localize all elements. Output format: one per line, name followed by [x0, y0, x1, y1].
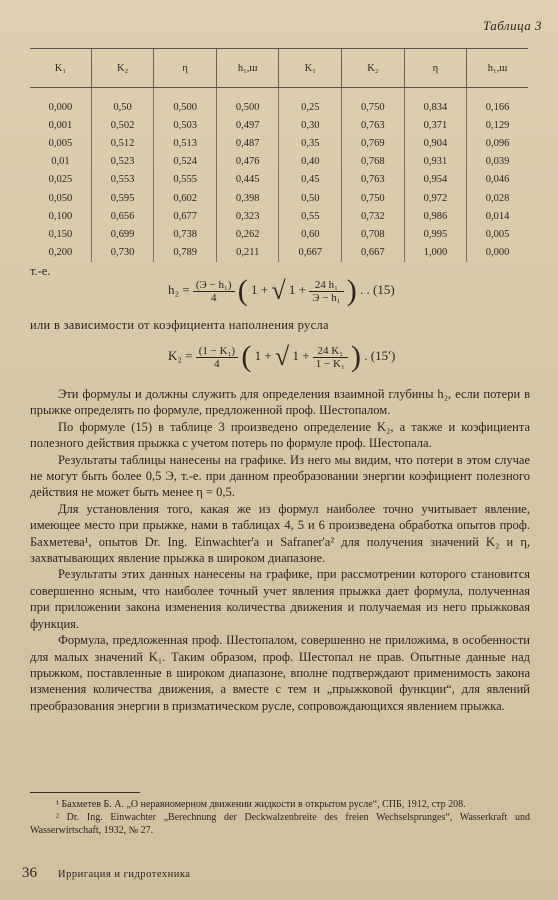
- table-cell: 0,708: [342, 225, 405, 243]
- table-cell: 0,000: [48, 101, 73, 113]
- fraction-denominator: 4: [210, 291, 217, 304]
- formula-lhs: h₂ =: [168, 281, 190, 297]
- paragraph: Результаты таблицы нанесены на графике. Из него мы видим, что потери в этом случае не могут быть более 0,5 Э, т.-е. при данном преобразовании энергии коэфициент полезного действия не может быть менее η = 0,5.: [30, 452, 530, 500]
- formula-term: 1 +: [254, 347, 272, 363]
- table-cell: 0,398: [216, 189, 279, 207]
- table-cell: 0,768: [342, 153, 405, 171]
- table-cell: 0,60: [279, 225, 342, 243]
- col-header: K₁: [30, 49, 91, 88]
- table-header-row: [30, 49, 528, 88]
- table-cell: 0,738: [154, 225, 217, 243]
- table-cell: 0,503: [154, 116, 217, 134]
- table-cell: 0,972: [404, 189, 467, 207]
- table-cell: 0,35: [279, 134, 342, 152]
- table-cell: 1,000: [404, 244, 467, 262]
- paragraph: Эти формулы и должны служить для определения взаимной глубины h₂, если потери в прыжке определять по формуле, предложенной проф. Шестопалом.: [30, 387, 530, 418]
- table-cell: 0,005: [467, 225, 528, 243]
- table-cell: 0,602: [154, 189, 217, 207]
- table-cell: 0,55: [279, 207, 342, 225]
- table-cell: 0,732: [342, 207, 405, 225]
- table-cell: 0,000: [467, 244, 528, 262]
- footnote: ¹ Бахметев Б. А. „О неравномерном движении жидкости в открытом русле“, СПБ, 1912, стр 208.: [56, 799, 466, 810]
- table-caption: Таблица 3: [482, 18, 542, 33]
- equation-number: . (15′): [364, 347, 396, 363]
- table-cell: 0,512: [91, 134, 154, 152]
- running-head: Ирригация и гидротехника: [58, 869, 191, 880]
- sqrt-icon: √: [274, 342, 290, 371]
- table-cell: 0,834: [404, 88, 467, 117]
- te-label: т.-е.: [30, 264, 51, 278]
- fraction-denominator: 4: [214, 357, 220, 370]
- paragraph: По формуле (15) в таблице 3 произведено определение K₂, а также и коэфициента полезного действия прыжка с учетом потерь по формуле проф. Шестопала.: [30, 419, 530, 451]
- table-cell: 0,500: [216, 88, 279, 117]
- table-cell: 0,524: [154, 153, 217, 171]
- footnote-divider: [30, 792, 140, 793]
- table-cell: 0,30: [279, 116, 342, 134]
- table-cell: 0,595: [91, 189, 154, 207]
- page-number: 36: [22, 865, 37, 881]
- table-cell: 0,323: [216, 207, 279, 225]
- table-cell: 0,954: [404, 171, 467, 189]
- table-cell: 0,45: [279, 171, 342, 189]
- table-cell: 0,656: [91, 207, 154, 225]
- table-cell: 0,931: [404, 153, 467, 171]
- table-row: [30, 244, 528, 262]
- table-cell: 0,995: [404, 225, 467, 243]
- sqrt-icon: √: [271, 276, 286, 305]
- col-header: K₂: [91, 49, 154, 88]
- table-row: [30, 225, 528, 243]
- table-cell: 0,699: [91, 225, 154, 243]
- col-header: h₁,ш: [467, 49, 528, 88]
- table-cell: 0,50: [91, 88, 154, 117]
- table-cell: 0,986: [404, 207, 467, 225]
- footnotes: [30, 798, 530, 837]
- table-cell: 0,763: [342, 171, 405, 189]
- table-cell: 0,667: [342, 244, 405, 262]
- table-cell: 0,40: [279, 153, 342, 171]
- table-cell: 0,750: [342, 88, 405, 117]
- table-cell: 0,555: [154, 171, 217, 189]
- table-cell: 0,01: [51, 156, 70, 168]
- formula-fraction: [196, 345, 238, 370]
- table-body: [30, 88, 528, 262]
- table-row: [30, 207, 528, 225]
- formula-term: 1 +: [288, 281, 306, 297]
- table-cell: 0,25: [279, 88, 342, 117]
- table-row: [30, 134, 528, 152]
- table-cell: 0,262: [216, 225, 279, 243]
- open-paren: (: [241, 340, 252, 373]
- equation-number: . . (15): [360, 281, 395, 297]
- inner-denominator: 1 − K₁: [315, 357, 345, 370]
- table-cell: 0,904: [404, 134, 467, 152]
- table-row: [30, 171, 528, 189]
- data-table: [30, 48, 528, 262]
- table-cell: 0,200: [48, 247, 73, 259]
- table-cell: 0,371: [404, 116, 467, 134]
- table-cell: 0,211: [216, 244, 279, 262]
- fraction-numerator: (Э − h₁): [193, 279, 235, 292]
- col-header: K₁: [279, 49, 342, 88]
- body-text: [30, 386, 530, 714]
- table-cell: 0,028: [467, 189, 528, 207]
- table-cell: 0,553: [91, 171, 154, 189]
- table-cell: 0,001: [48, 119, 73, 131]
- formula-term: 1 +: [292, 347, 310, 363]
- formula-15-prime: [168, 340, 395, 374]
- open-paren: (: [237, 274, 248, 307]
- table-cell: 0,445: [216, 171, 279, 189]
- table-cell: 0,502: [91, 116, 154, 134]
- inner-numerator: 24 h₁: [309, 279, 343, 292]
- table-cell: 0,025: [48, 174, 73, 186]
- table-cell: 0,730: [91, 244, 154, 262]
- inner-denominator: Э − h₁: [312, 291, 341, 304]
- connector-text: или в зависимости от коэфициента наполнения русла: [30, 318, 329, 332]
- col-header: K₂: [342, 49, 405, 88]
- table-cell: 0,129: [467, 116, 528, 134]
- table-cell: 0,096: [467, 134, 528, 152]
- table-cell: 0,050: [48, 192, 73, 204]
- paragraph: Для установления того, какая же из формул наиболее точно учитывает явление, имеющее место при прыжке, нами в таблицах 4, 5 и 6 произведена обработка опытов проф. Бахметева¹, опытов Dr. Ing. Einwachter'a и Safraner'a² для получения значений K₂ и η, захватывающих явление прыжка в широком диапазоне.: [30, 501, 530, 566]
- table-cell: 0,789: [154, 244, 217, 262]
- table-cell: 0,487: [216, 134, 279, 152]
- formula-lhs: K₂ =: [168, 347, 193, 363]
- table-cell: 0,667: [279, 244, 342, 262]
- inner-numerator: 24 K₁: [313, 345, 348, 358]
- table-cell: 0,50: [279, 189, 342, 207]
- col-header: η: [404, 49, 467, 88]
- fraction-numerator: (1 − K₁): [196, 345, 238, 358]
- col-header: η: [154, 49, 217, 88]
- table-cell: 0,500: [154, 88, 217, 117]
- footnote: ² Dr. Ing. Einwachter „Berechnung der Deckwalzenbreite des freien Wechselsprunges“, Wasserkraft und Wasserwirtschaft, 1932, № 27.: [30, 812, 530, 836]
- table-cell: 0,513: [154, 134, 217, 152]
- table-row: [30, 88, 528, 117]
- paragraph: Формула, предложенная проф. Шестопалом, совершенно не приложима, в особенности для малых значений K₁. Таким образом, проф. Шестопал не прав. Опытные данные над прыжком, поставленные в широком диапазоне, вполне подтверждают применимость закона изменения количества движения, а вместе с тем и „прыжковой функции“, для явлений преобразования энергии в призматическом русле, сопровождающихся явлением прыжка.: [30, 633, 530, 713]
- table-cell: 0,769: [342, 134, 405, 152]
- table-row: [30, 153, 528, 171]
- table-cell: 0,150: [48, 228, 73, 240]
- table-cell: 0,005: [48, 137, 73, 149]
- table-cell: 0,039: [467, 153, 528, 171]
- inner-fraction: [313, 345, 348, 370]
- table-cell: 0,763: [342, 116, 405, 134]
- close-paren: ): [346, 274, 357, 307]
- formula-fraction: [193, 279, 235, 304]
- close-paren: ): [351, 340, 362, 373]
- table-cell: 0,166: [467, 88, 528, 117]
- table-cell: 0,677: [154, 207, 217, 225]
- table-cell: 0,476: [216, 153, 279, 171]
- table-cell: 0,014: [467, 207, 528, 225]
- table-cell: 0,046: [467, 171, 528, 189]
- table-row: [30, 116, 528, 134]
- table-row: [30, 189, 528, 207]
- inner-fraction: [309, 279, 343, 304]
- table-cell: 0,497: [216, 116, 279, 134]
- table-cell: 0,100: [48, 210, 73, 222]
- formula-term: 1 +: [251, 281, 269, 297]
- paragraph: Результаты этих данных нанесены на графике, при рассмотрении которого становится совершенно ясным, что наиболее точный учет явления прыжка дает формула, полученная при приложении закона изменения количества движения и получаемая из него прыжковая функция.: [30, 567, 530, 631]
- formula-15: [168, 274, 395, 308]
- col-header: h₁,ш: [216, 49, 279, 88]
- table-cell: 0,523: [91, 153, 154, 171]
- table-cell: 0,750: [342, 189, 405, 207]
